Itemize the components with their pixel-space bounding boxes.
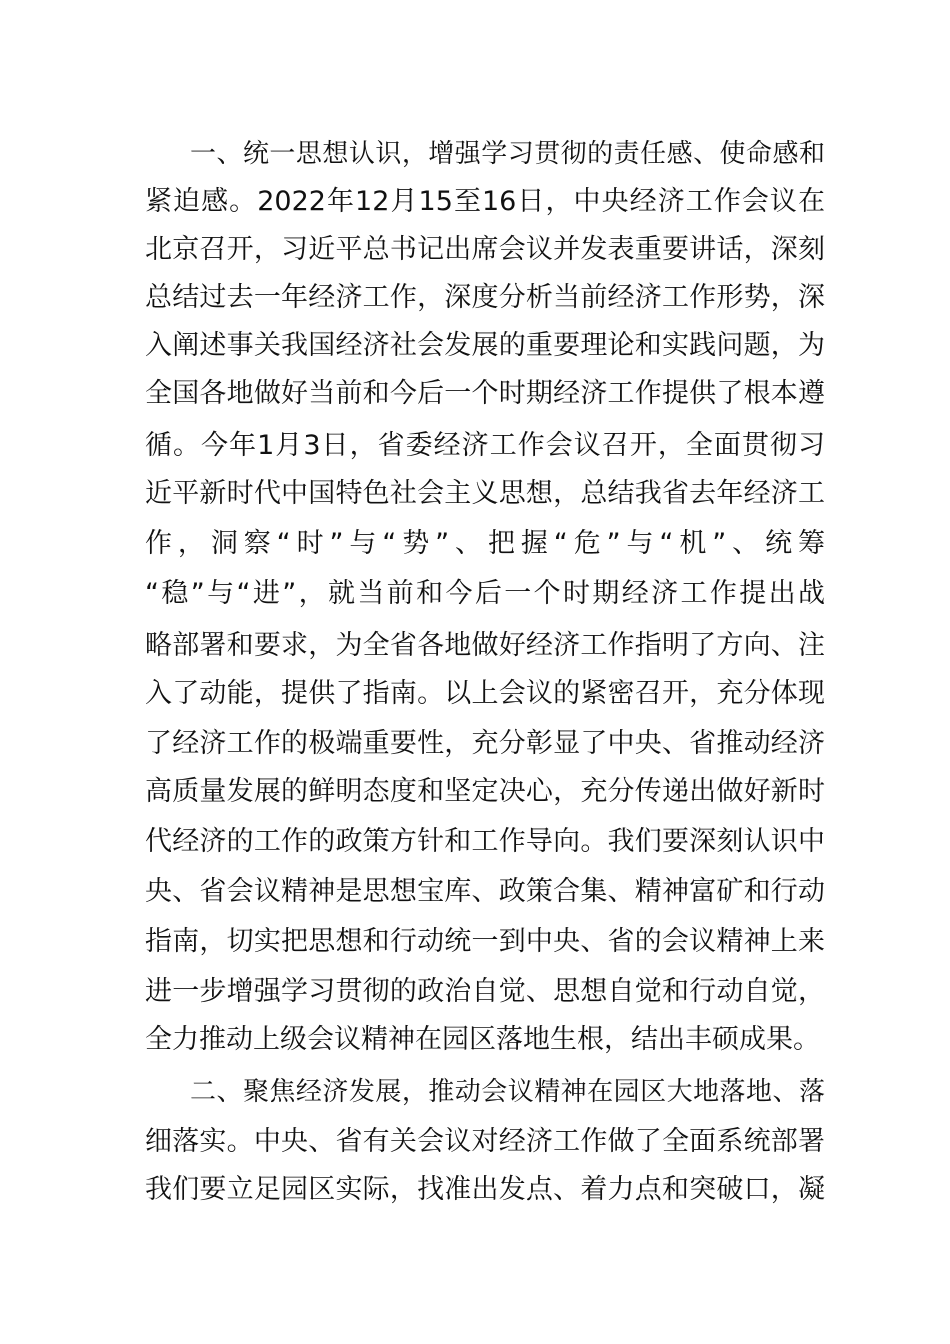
paragraph-1-line-19: 全力推动上级会议精神在园区落地生根，结出丰硕成果。 xyxy=(145,1024,820,1055)
paragraph-1-line-9: 作，洞察“时”与“势”、把握“危”与“机”、统筹 xyxy=(145,528,825,559)
paragraph-1-line-7: 循。今年1月3日，省委经济工作会议召开，全面贯彻习 xyxy=(145,430,825,461)
paragraph-1-line-13: 了经济工作的极端重要性，充分彰显了中央、省推动经济 xyxy=(145,728,825,759)
paragraph-1-line-4: 总结过去一年经济工作，深度分析当前经济工作形势，深 xyxy=(145,282,825,313)
paragraph-1-line-6: 全国各地做好当前和今后一个时期经济工作提供了根本遵 xyxy=(145,378,825,409)
paragraph-1-line-14: 高质量发展的鲜明态度和坚定决心，充分传递出做好新时 xyxy=(145,776,825,807)
paragraph-2-line-1: 二、聚焦经济发展，推动会议精神在园区大地落地、落 xyxy=(190,1077,825,1107)
paragraph-2-line-2: 细落实。中央、省有关会议对经济工作做了全面系统部署 xyxy=(145,1126,825,1157)
paragraph-1-line-12: 入了动能，提供了指南。以上会议的紧密召开，充分体现 xyxy=(145,678,825,709)
paragraph-1-line-8: 近平新时代中国特色社会主义思想，总结我省去年经济工 xyxy=(145,478,825,509)
paragraph-1-line-1: 一、统一思想认识，增强学习贯彻的责任感、使命感和 xyxy=(190,139,825,169)
paragraph-1-line-10: “稳”与“进”，就当前和今后一个时期经济工作提出战 xyxy=(145,578,825,609)
paragraph-1-line-15: 代经济的工作的政策方针和工作导向。我们要深刻认识中 xyxy=(145,826,825,857)
paragraph-1-line-11: 略部署和要求，为全省各地做好经济工作指明了方向、注 xyxy=(145,630,825,661)
paragraph-1-line-5: 入阐述事关我国经济社会发展的重要理论和实践问题，为 xyxy=(145,330,825,361)
paragraph-2-line-3: 我们要立足园区实际，找准出发点、着力点和突破口，凝 xyxy=(145,1174,825,1205)
paragraph-1-line-18: 进一步增强学习贯彻的政治自觉、思想自觉和行动自觉， xyxy=(145,976,825,1007)
paragraph-1-line-2: 紧迫感。2022年12月15至16日，中央经济工作会议在 xyxy=(145,186,825,217)
paragraph-1-line-3: 北京召开，习近平总书记出席会议并发表重要讲话，深刻 xyxy=(145,234,825,265)
paragraph-1-line-17: 指南，切实把思想和行动统一到中央、省的会议精神上来 xyxy=(145,926,825,957)
paragraph-1-line-16: 央、省会议精神是思想宝库、政策合集、精神富矿和行动 xyxy=(145,876,825,907)
